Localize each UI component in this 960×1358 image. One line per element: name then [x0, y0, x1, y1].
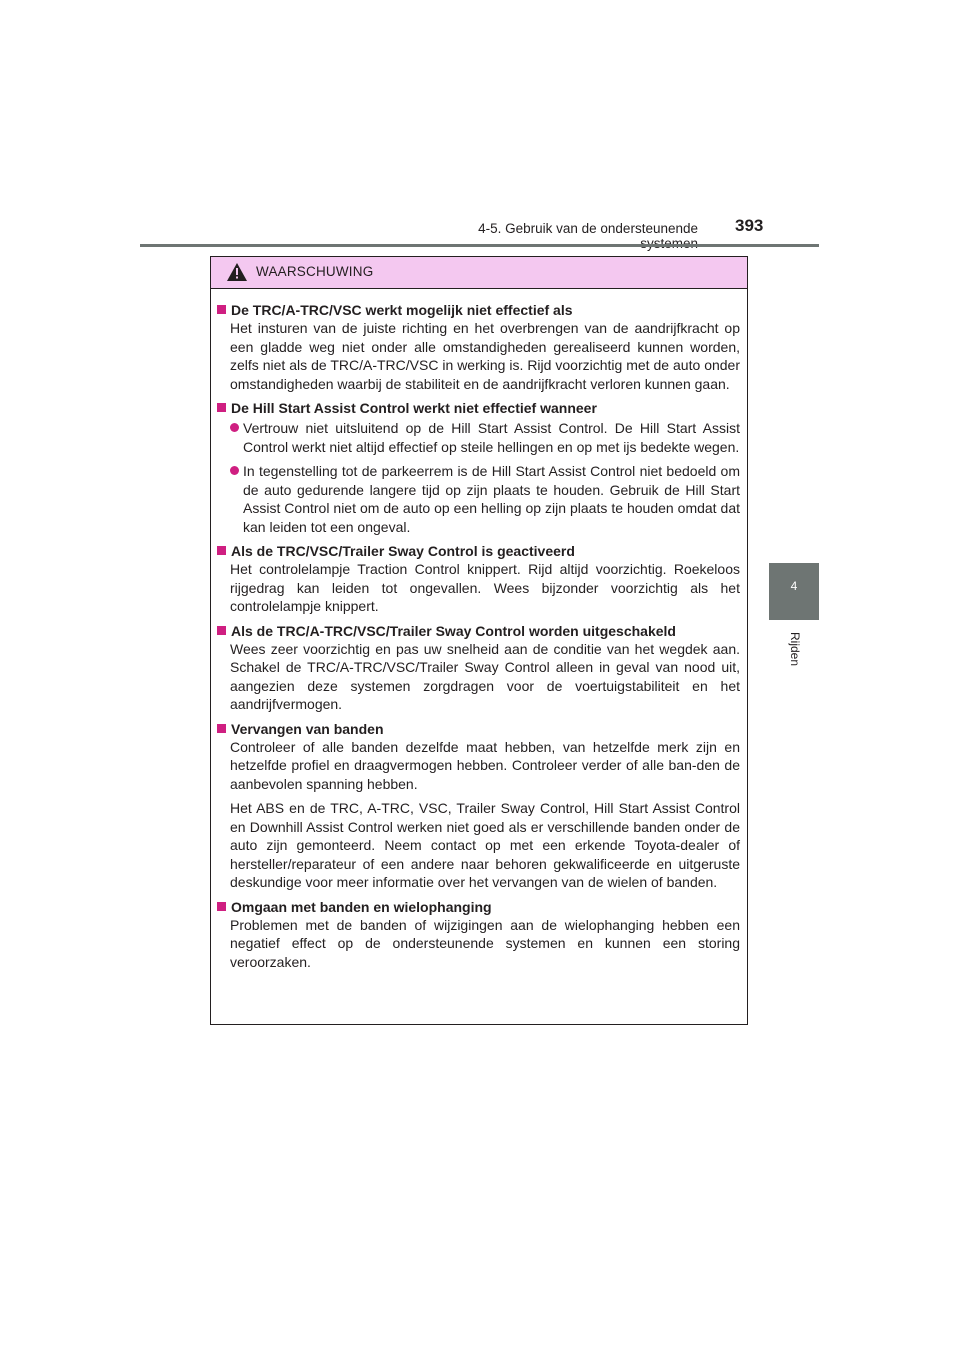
bullet-item: [230, 419, 740, 456]
section-heading-text: Als de TRC/A-TRC/VSC/Trailer Sway Control worden uitgeschakeld: [231, 622, 676, 639]
chapter-tab: 4: [769, 563, 819, 620]
section-heading: [217, 542, 740, 560]
section-paragraph: Wees zeer voorzichtig en pas uw snelheid aan de conditie van het wegdek aan. Schakel de TRC/A-TRC/VSC/Trailer Sway Control alleen in geval van nood uit, aangezien deze systemen zorgdragen voor de voertuigstabiliteit en het aandrijfvermogen.: [230, 640, 740, 712]
square-bullet-icon: [217, 902, 226, 911]
chapter-title: 4-5. Gebruik van de ondersteunende: [478, 221, 698, 236]
bullet-text: Vertrouw niet uitsluitend op de Hill Start Assist Control. De Hill Start Assist Control werkt niet altijd effectief op steile hellingen en op met ijs bedekte wegen.: [243, 420, 740, 455]
section-heading: [217, 898, 740, 916]
bullet-item: [230, 462, 740, 536]
warning-section: [217, 622, 740, 714]
section-paragraph: Het ABS en de TRC, A-TRC, VSC, Trailer Sway Control, Hill Start Assist Control en Downhill Assist Control werken niet goed als er verschillende banden onder de auto zijn gemonteerd. Neem contact op met een erkende Toyota-dealer of hersteller/reparateur of een andere naar behoren gekwalificeerde en uitgeruste deskundige voor meer informatie over het vervangen van de wielen of banden.: [230, 800, 740, 890]
square-bullet-icon: [217, 403, 226, 412]
square-bullet-icon: [217, 305, 226, 314]
section-paragraph: Het controlelampje Traction Control knippert. Rijd altijd voorzichtig. Roekeloos rijgedrag kan leiden tot ongevallen. Wees bijzonder voorzichtig als het controlelampje knippert.: [230, 561, 740, 614]
warning-triangle-icon: [227, 263, 247, 281]
page-number: 393: [735, 216, 764, 235]
warning-title: WAARSCHUWING: [256, 264, 374, 279]
warning-section: [217, 720, 740, 892]
round-bullet-icon: [230, 466, 239, 475]
section-heading: [217, 301, 740, 319]
warning-header: [211, 257, 747, 289]
section-heading: [217, 622, 740, 640]
square-bullet-icon: [217, 724, 226, 733]
warning-section: [217, 399, 740, 536]
chapter-tab-label: Rijden: [788, 632, 802, 667]
section-heading-text: Vervangen van banden: [231, 720, 384, 737]
header-divider: [140, 244, 819, 247]
section-heading: [217, 720, 740, 738]
warning-content: [211, 289, 747, 971]
section-paragraph: Problemen met de banden of wijzigingen aan de wielophanging hebben een negatief effect op de ondersteunende systemen en kunnen een storing veroorzaken.: [230, 916, 740, 970]
round-bullet-icon: [230, 423, 239, 432]
section-heading: [217, 399, 740, 417]
section-paragraph: Controleer of alle banden dezelfde maat hebben, van hetzelfde merk zijn en hetzelfde profiel en draagvermogen hebben. Controleer verder of alle ban-den de aanbevolen spanning hebben.: [230, 738, 740, 792]
section-heading-text: Omgaan met banden en wielophanging: [231, 898, 492, 915]
section-heading-text: Als de TRC/VSC/Trailer Sway Control is geactiveerd: [231, 543, 575, 559]
square-bullet-icon: [217, 626, 226, 635]
warning-box: [210, 256, 748, 1025]
warning-section: [217, 898, 740, 972]
section-heading-text: De TRC/A-TRC/VSC werkt mogelijk niet effectief als: [231, 302, 573, 318]
square-bullet-icon: [217, 546, 226, 555]
warning-section: [217, 301, 740, 393]
bullet-text: In tegenstelling tot de parkeerrem is de Hill Start Assist Control niet bedoeld om de auto gedurende langere tijd op zijn plaats te houden. Gebruik de Hill Start Assist Control niet om de auto op een helling op zijn plaats te houden omdat dat kan leiden tot een ongeval.: [243, 463, 740, 535]
section-paragraph: Het insturen van de juiste richting en het overbrengen van de aandrijfkracht op een gladde weg niet onder alle omstandigheden gerealiseerd kunnen worden, zelfs niet als de TRC/A-TRC/VSC in werking is. Rijd voorzichtig met de auto onder omstandigheden waarbij de stabiliteit en de aandrijfkracht verloren kunnen gaan.: [230, 320, 740, 392]
section-heading-text: De Hill Start Assist Control werkt niet effectief wanneer: [231, 400, 597, 416]
warning-section: [217, 542, 740, 616]
